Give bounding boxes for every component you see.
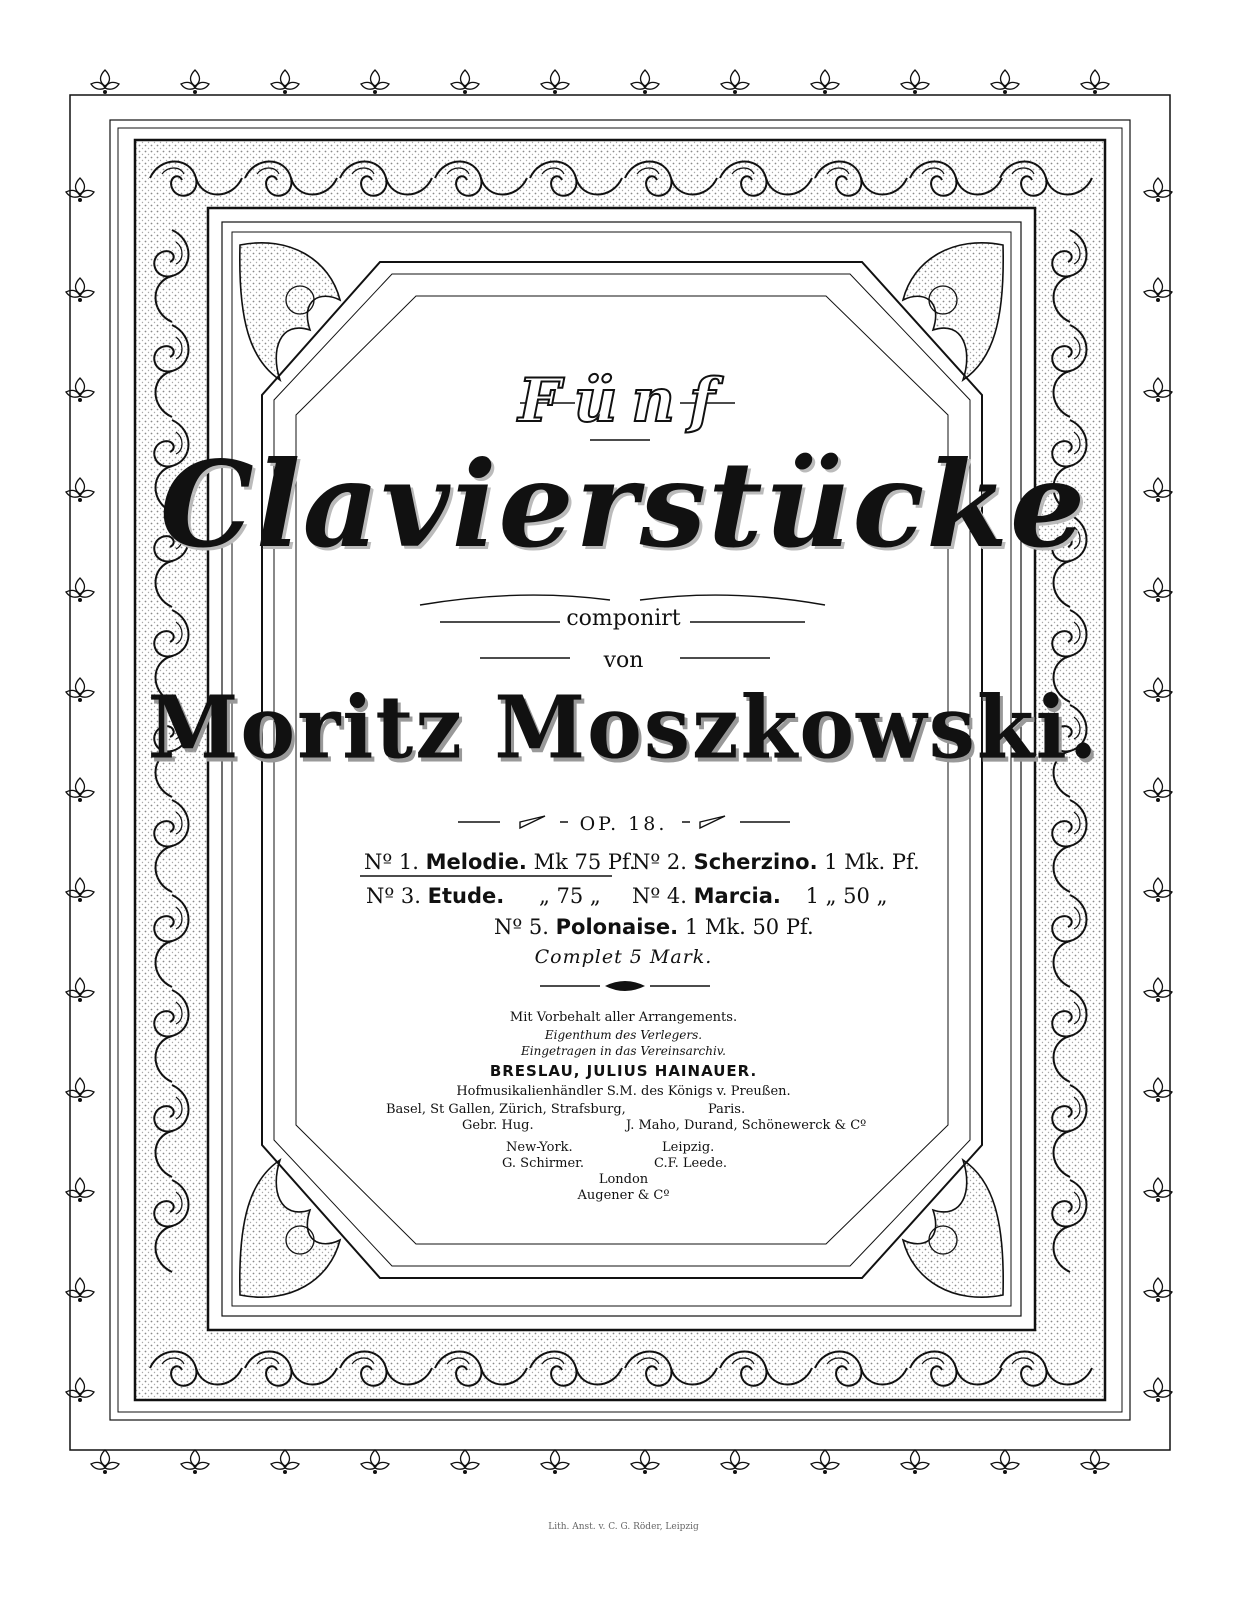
piece-price: 1 Mk. Pf. bbox=[824, 850, 920, 874]
piece-2 bbox=[632, 850, 920, 874]
piece-number: Nº 4. bbox=[632, 884, 687, 908]
title-main: Clavierstücke bbox=[159, 435, 1088, 574]
piece-1 bbox=[364, 850, 636, 874]
by-label: von bbox=[603, 648, 644, 673]
title-top: Fünf bbox=[518, 366, 729, 436]
composed-label: componirt bbox=[566, 606, 681, 631]
agent-london-city: London bbox=[598, 1172, 649, 1187]
agent-paris-firm: J. Maho, Durand, Schönewerck & Cº bbox=[626, 1118, 867, 1133]
agent-leipzig-firm: C.F. Leede. bbox=[654, 1156, 728, 1171]
piece-number: Nº 3. bbox=[366, 884, 421, 908]
agent-newyork-city: New-York. bbox=[506, 1140, 573, 1155]
piece-name: Etude. bbox=[427, 884, 505, 908]
piece-name: Marcia. bbox=[693, 884, 781, 908]
piece-3 bbox=[366, 884, 601, 908]
piece-number: Nº 1. bbox=[364, 850, 419, 874]
composer-name: Moritz Moszkowski. bbox=[147, 677, 1100, 779]
piece-price: 1 Mk. 50 Pf. bbox=[684, 915, 814, 939]
piece-name: Melodie. bbox=[425, 850, 527, 874]
agent-london-firm: Augener & Cº bbox=[577, 1188, 670, 1203]
agent-newyork-firm: G. Schirmer. bbox=[502, 1156, 585, 1171]
piece-price: „ 75 „ bbox=[538, 884, 601, 908]
agent-paris-city: Paris. bbox=[708, 1102, 746, 1117]
rights-notice: Mit Vorbehalt aller Arrangements. bbox=[509, 1010, 738, 1025]
publisher-title: Hofmusikalienhändler S.M. des Königs v. Preußen. bbox=[456, 1084, 791, 1099]
piece-price: Mk 75 Pf. bbox=[533, 850, 636, 874]
printer-footer: Lith. Anst. v. C. G. Röder, Leipzig bbox=[548, 1522, 699, 1532]
piece-number: Nº 5. bbox=[494, 915, 549, 939]
complete-price: Complet 5 Mark. bbox=[534, 946, 713, 968]
piece-4 bbox=[632, 884, 887, 908]
publisher-name: BRESLAU, JULIUS HAINAUER. bbox=[489, 1062, 758, 1080]
piece-name: Scherzino. bbox=[693, 850, 818, 874]
agent-basel-firm: Gebr. Hug. bbox=[462, 1118, 534, 1133]
agent-basel-city: Basel, St Gallen, Zürich, Strafsburg, bbox=[386, 1102, 626, 1117]
property-notice: Eigenthum des Verlegers. bbox=[544, 1028, 703, 1042]
registered-notice: Eingetragen in das Vereinsarchiv. bbox=[521, 1044, 726, 1058]
opus-number: OP. 18. bbox=[579, 813, 668, 835]
piece-number: Nº 2. bbox=[632, 850, 687, 874]
piece-price: 1 „ 50 „ bbox=[805, 884, 888, 908]
agent-leipzig-city: Leipzig. bbox=[662, 1140, 715, 1155]
piece-5 bbox=[494, 915, 814, 939]
piece-name: Polonaise. bbox=[555, 915, 679, 939]
